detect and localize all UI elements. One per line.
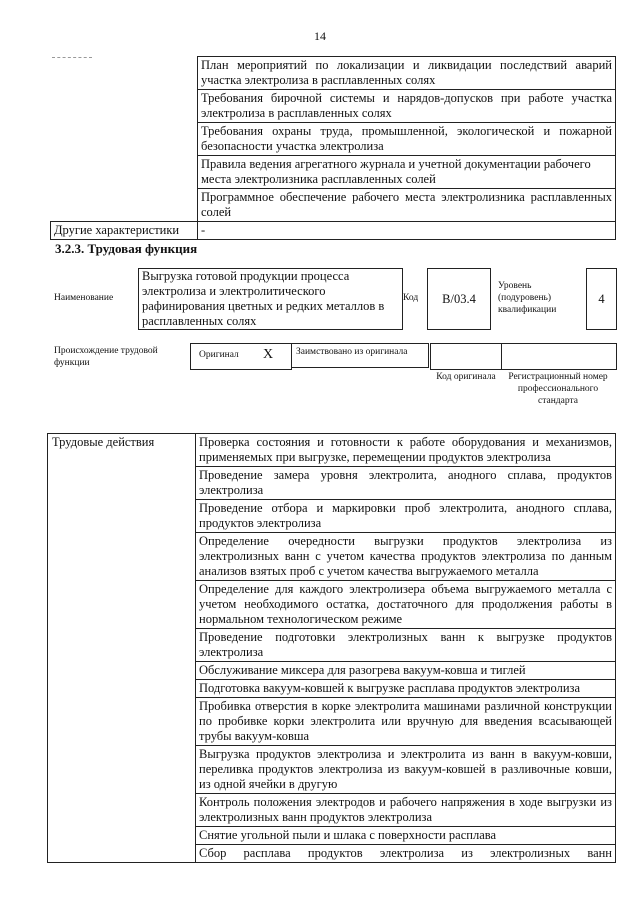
table-row <box>51 222 616 240</box>
other-characteristics-value: - <box>198 222 616 240</box>
level-value: 4 <box>586 268 617 330</box>
original-mark: X <box>263 347 274 362</box>
labor-action: Обслуживание миксера для разогрева вакуум-ковша и тиглей <box>196 662 616 680</box>
labor-action: Снятие угольной пыли и шлака с поверхности расплава <box>196 827 616 845</box>
origin-label: Происхождение трудовой функции <box>54 346 158 368</box>
original-code-cell <box>430 343 502 370</box>
knowledge-table <box>50 56 616 240</box>
code-caption: Код оригинала <box>436 372 496 382</box>
function-name: Выгрузка готовой продукции процесса электролиза и электролитического рафинирования цветных и редких металлов в расплавленных солях <box>138 268 403 330</box>
empty-cell <box>51 57 198 222</box>
reg-caption: Регистрационный номер профессионального стандарта <box>508 372 608 406</box>
table-row <box>48 434 616 467</box>
page-number: 14 <box>314 29 326 43</box>
code-label: Код <box>403 293 419 303</box>
name-label: Наименование <box>54 293 114 303</box>
original-label: Оригинал <box>199 350 239 360</box>
table-row <box>51 57 616 90</box>
labor-action: Выгрузка продуктов электролиза и электролита из ванн в вакуум-ковши, переливка продуктов электролиза из вакуум-ковшей в разливочные ковши, из одной ячейки в другую <box>196 746 616 794</box>
original-box <box>190 343 292 370</box>
labor-action: Пробивка отверстия в корке электролита машинами различной конструкции по пробивке корки электролита или вручную для введения всасывающей трубы вакуум-ковша <box>196 698 616 746</box>
labor-action: Проведение подготовки электролизных ванн к выгрузке продуктов электролиза <box>196 629 616 662</box>
labor-actions-label: Трудовые действия <box>48 434 196 863</box>
labor-action: Определение очередности выгрузки продуктов электролиза из электролизных ванн с учетом качества продуктов электролиза по данным анализов взятых проб с учетом качества выгружаемого металла <box>196 533 616 581</box>
labor-action: Подготовка вакуум-ковшей к выгрузке расплава продуктов электролиза <box>196 680 616 698</box>
table-cell: Требования бирочной системы и нарядов-допусков при работе участка электролиза в расплавленных солях <box>198 90 616 123</box>
table-cell: План мероприятий по локализации и ликвидации последствий аварий участка электролиза в расплавленных солях <box>198 57 616 90</box>
labor-action: Проведение замера уровня электролита, анодного сплава, продуктов электролиза <box>196 467 616 500</box>
labor-action: Сбор расплава продуктов электролиза из электролизных ванн <box>196 845 616 863</box>
labor-actions-table <box>47 433 616 863</box>
borrowed-label: Заимствовано из оригинала <box>291 343 429 368</box>
labor-action: Проверка состояния и готовности к работе оборудования и механизмов, применяемых при выгрузке, перемещении продуктов электролиза <box>196 434 616 467</box>
other-characteristics-label: Другие характеристики <box>51 222 198 240</box>
level-label: Уровень (подуровень) квалификации <box>498 281 557 315</box>
table-cell: Программное обеспечение рабочего места электролизника расплавленных солей <box>198 189 616 222</box>
reg-number-cell <box>501 343 617 370</box>
function-code: B/03.4 <box>427 268 491 330</box>
table-cell: Требования охраны труда, промышленной, экологической и пожарной безопасности участка электролиза <box>198 123 616 156</box>
labor-action: Определение для каждого электролизера объема выгружаемого металла с учетом необходимого остатка, достаточного для продолжения работы в нормальном технологическом режиме <box>196 581 616 629</box>
table-cell: Правила ведения агрегатного журнала и учетной документации рабочего места электролизника расплавленных солей <box>198 156 616 189</box>
labor-action: Проведение отбора и маркировки проб электролита, анодного сплава, продуктов электролиза <box>196 500 616 533</box>
labor-action: Контроль положения электродов и рабочего напряжения в ходе выгрузки из электролизных ванн продуктов электролиза <box>196 794 616 827</box>
section-title: 3.2.3. Трудовая функция <box>55 241 198 256</box>
